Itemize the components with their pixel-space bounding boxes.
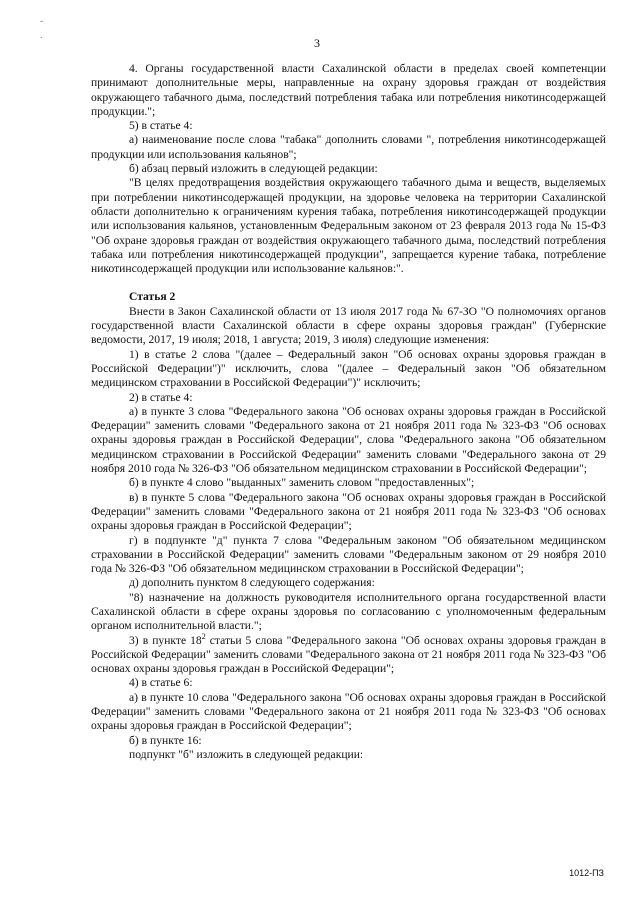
- paragraph: б) в пункте 16:: [129, 733, 202, 747]
- paragraph-text: 3) в пункте 18: [129, 633, 202, 647]
- paragraph: 1) в статье 2 слова "(далее – Федеральный закон "Об основах охраны здоровья граждан в Российской Федерации")" исключить, слова "(далее – Федеральный закон "Об обязательном медицинском страховании в Российской Федерации")" исключить;: [91, 347, 606, 390]
- document-code: 1012-ПЗ: [569, 868, 604, 878]
- paragraph: 4) в статье 6:: [129, 676, 193, 690]
- paragraph: [91, 631, 606, 677]
- article-heading: Статья 2: [129, 290, 176, 304]
- paragraph-text: статьи 5 слова "Федерального закона "Об основах охраны здоровья граждан в Российской Федерации" заменить словами "Федерального закона от 21 ноября 2011 года № 323-ФЗ "Об основах охраны здоровья граждан в Российской Федерации";: [91, 633, 606, 676]
- superscript: 2: [201, 631, 206, 641]
- paragraph: 5) в статье 4:: [129, 119, 193, 133]
- paragraph: Внести в Закон Сахалинской области от 13 июля 2017 года № 67-ЗО "О полномочиях органов государственной власти Сахалинской области в сфере охраны здоровья граждан" (Губернские ведомости, 2017, 19 июля; 2018, 1 августа; 2019, 3 июля) следующие изменения:: [91, 304, 606, 347]
- paragraph: д) дополнить пунктом 8 следующего содержания:: [129, 576, 375, 590]
- paragraph: в) в пункте 5 слова "Федерального закона "Об основах охраны здоровья граждан в Российской Федерации" заменить словами "Федерального закона от 21 ноября 2011 года № 323-ФЗ "Об основах охраны здоровья граждан в Российской Федерации";: [91, 490, 606, 533]
- paragraph: а) наименование после слова "табака" дополнить словами ", потребления никотинсодержащей продукции или использования кальянов";: [91, 133, 606, 161]
- paragraph: а) в пункте 3 слова "Федерального закона "Об основах охраны здоровья граждан в Российской Федерации" заменить словами "Федерального закона от 21 ноября 2011 года № 323-ФЗ "Об основах охраны здоровья граждан в Российской Федерации", слова "Федерального закона "Об обязательном медицинском страховании в Российской Федерации" заменить словами "Федерального закона от 29 ноября 2010 года № 326-ФЗ "Об обязательном медицинском страховании в Российской Федерации";: [91, 404, 606, 476]
- paragraph: б) абзац первый изложить в следующей редакции:: [129, 162, 378, 176]
- document-body: [91, 62, 606, 762]
- paragraph: б) в пункте 4 слово "выданных" заменить словом "предоставленных";: [129, 476, 475, 490]
- paragraph: 2) в статье 4:: [129, 390, 193, 404]
- paragraph: "В целях предотвращения воздействия окружающего табачного дыма и веществ, выделяемых при потреблении никотинсодержащей продукции, на здоровье человека на территории Сахалинской области дополнительно к ограничениям курения табака, потребления никотинсодержащей продукции или использования кальянов, установленным Федеральным законом от 23 февраля 2013 года № 15-ФЗ "Об охране здоровья граждан от воздействия окружающего табачного дыма, последствий потребления табака или потребления никотинсодержащей продукции", запрещается курение табака, потребление никотинсодержащей продукции или использование кальянов:".: [91, 176, 606, 276]
- paragraph: "8) назначение на должность руководителя исполнительного органа государственной власти Сахалинской области в сфере охраны здоровья по согласованию с уполномоченным федеральным органом исполнительной власти.";: [91, 590, 606, 633]
- paragraph: а) в пункте 10 слова "Федерального закона "Об основах охраны здоровья граждан в Российской Федерации" заменить словами "Федерального закона от 21 ноября 2011 года № 323-ФЗ "Об основах охраны здоровья граждан в Российской Федерации";: [91, 690, 606, 733]
- paragraph: 4. Органы государственной власти Сахалинской области в пределах своей компетенции принимают дополнительные меры, направленные на охрану здоровья граждан от воздействия окружающего табачного дыма, последствий потребления табака или потребления никотинсодержащей продукции.";: [91, 62, 606, 118]
- paragraph: подпункт "б" изложить в следующей редакции:: [129, 747, 364, 761]
- page-number: 3: [314, 36, 320, 50]
- scan-speck: .: [40, 30, 43, 40]
- scan-speck: -: [40, 16, 43, 26]
- paragraph: г) в подпункте "д" пункта 7 слова "Федеральным законом "Об обязательном медицинском страховании в Российской Федерации" заменить словами "Федеральным законом от 29 ноября 2010 года № 326-ФЗ "Об обязательном медицинском страховании в Российской Федерации";: [91, 533, 606, 576]
